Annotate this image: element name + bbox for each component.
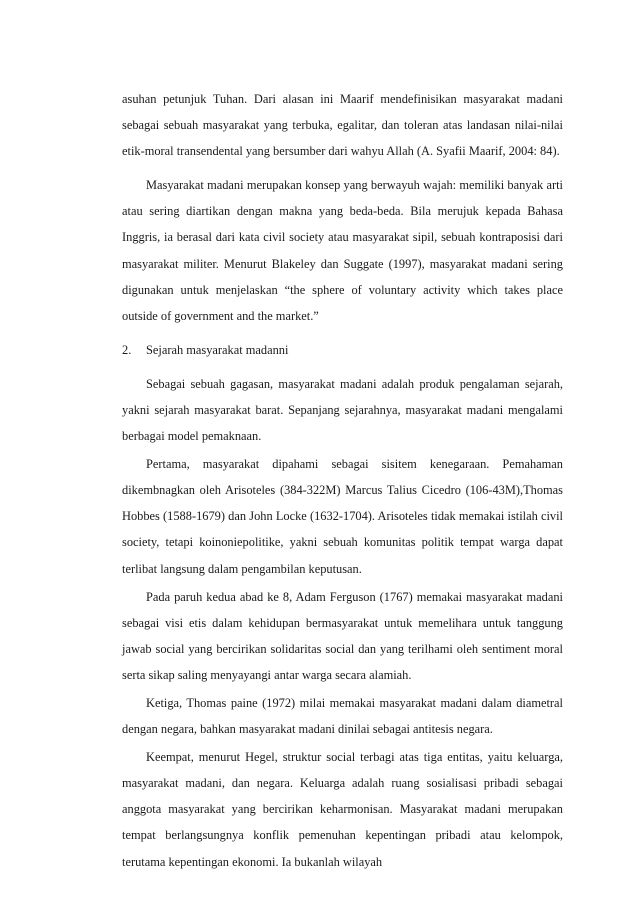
paragraph-maarif-definition: asuhan petunjuk Tuhan. Dari alasan ini Maarif mendefinisikan masyarakat madani sebagai sebuah masyarakat yang terbuka, egalitar, dan toleran atas landasan nilai-nilai etik-moral transendental yang bersumber dari wahyu Allah (A. Syafii Maarif, 2004: 84). xyxy=(122,92,563,159)
paragraph-ferguson: Pada paruh kedua abad ke 8, Adam Ferguson (1767) memakai masyarakat madani sebagai visi etis dalam kehidupan bermasyarakat untuk memelihara untuk tanggung jawab social yang bercirikan solidaritas social dan yang terilhami oleh sentiment moral serta sikap saling menyayangi antar warga secara alamiah. xyxy=(122,589,563,682)
paragraph-madani-concept: Masyarakat madani merupakan konsep yang berwayuh wajah: memiliki banyak arti atau sering diartikan dengan makna yang beda-beda. Bila merujuk kepada Bahasa Inggris, ia berasal dari kata civil society atau masyarakat sipil, sebuah kontraposisi dari masyarakat militer. Menurut Blakeley dan Suggate (1997), masyarakat madani sering digunakan untuk menjelaskan “the sphere of voluntary activity which takes place outside of government and the market.” xyxy=(122,178,563,323)
paragraph-history-intro: Sebagai sebuah gagasan, masyarakat madani adalah produk pengalaman sejarah, yakni sejarah masyarakat barat. Sepanjang sejarahnya, masyarakat madani mengalami berbagai model pemaknaan. xyxy=(122,376,563,444)
section-heading xyxy=(122,337,563,363)
section-number: 2. xyxy=(122,342,132,357)
paragraph-hegel: Keempat, menurut Hegel, struktur social terbagi atas tiga entitas, yaitu keluarga, masyarakat madani, dan negara. Keluarga adalah ruang sosialisasi pribadi sebagai anggota masyarakat yang bercirikan keharmonisan. Masyarakat madani merupakan tempat berlangsungnya konflik pemenuhan kepentingan pribadi atau kelompok, terutama kepentingan ekonomi. Ia bukanlah wilayah xyxy=(122,750,563,869)
page-content xyxy=(122,86,563,875)
paragraph-paine: Ketiga, Thomas paine (1972) milai memakai masyarakat madani dalam diametral dengan negara, bahkan masyarakat madani dinilai sebagai antitesis negara. xyxy=(122,695,563,737)
section-title: Sejarah masyarakat madanni xyxy=(146,342,289,357)
paragraph-first-meaning: Pertama, masyarakat dipahami sebagai sisitem kenegaraan. Pemahaman dikembnagkan oleh Arisoteles (384-322M) Marcus Talius Cicedro (106-43M),Thomas Hobbes (1588-1679) dan John Locke (1632-1704). Arisoteles tidak memakai istilah civil society, tetapi koinoniepolitike, yakni sebuah komunitas politik tempat warga dapat terlibat langsung dalam pengambilan keputusan. xyxy=(122,457,563,576)
